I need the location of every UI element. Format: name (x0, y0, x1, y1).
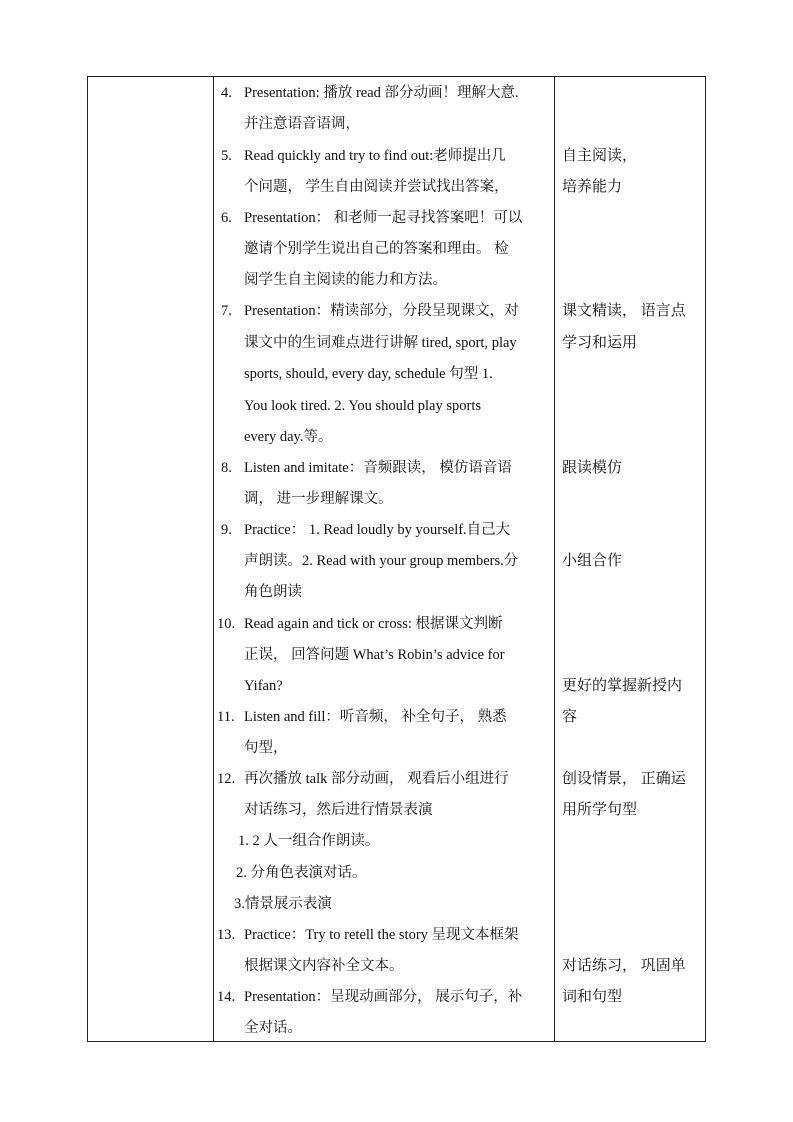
note-line: 自主阅读， (562, 148, 638, 164)
step-line: 邀请个别学生说出自己的答案和理由。 检 (244, 241, 509, 257)
step-line: Yifan? (244, 678, 283, 694)
step-number: 11. (217, 709, 235, 725)
step-line: Practice：Try to retell the story 呈现文本框架 (244, 927, 519, 943)
substep-line: 2. 分角色表演对话。 (236, 865, 367, 881)
note-line: 用所学句型 (562, 802, 638, 818)
step-line: 课文中的生词难点进行讲解 tired, sport, play (244, 335, 517, 351)
step-line: Presentation: 播放 read 部分动画！理解大意. (244, 85, 519, 101)
note-line: 容 (562, 709, 578, 725)
note-line: 创设情景， 正确运 (562, 771, 686, 787)
step-number: 5. (221, 148, 232, 164)
step-line: Practice： 1. Read loudly by yourself.自己大 (244, 522, 511, 538)
step-number: 14. (217, 989, 236, 1005)
step-number: 6. (221, 210, 232, 226)
step-line: 声朗读。2. Read with your group members.分 (244, 553, 519, 569)
step-number: 12. (217, 771, 236, 787)
step-number: 4. (221, 85, 232, 101)
step-line: You look tired. 2. You should play sports (244, 398, 482, 414)
substep-line: 3.情景展示表演 (234, 896, 332, 912)
step-number: 13. (217, 927, 236, 943)
note-line: 小组合作 (562, 553, 623, 569)
note-line: 培养能力 (562, 179, 623, 195)
step-line: 个问题， 学生自由阅读并尝试找出答案， (244, 179, 509, 195)
note-line: 更好的掌握新授内 (562, 678, 683, 694)
step-line: 全对话。 (244, 1020, 302, 1036)
note-line: 词和句型 (562, 989, 623, 1005)
step-line: 句型， (244, 740, 288, 756)
lesson-plan-table (87, 76, 706, 1042)
step-line: 再次播放 talk 部分动画， 观看后小组进行 (244, 771, 509, 787)
step-line: 阅学生自主阅读的能力和方法。 (244, 272, 447, 288)
step-number: 8. (221, 460, 232, 476)
step-line: 根据课文内容补全文本。 (244, 958, 404, 974)
step-number: 7. (221, 303, 232, 319)
substep-line: 1. 2 人一组合作朗读。 (238, 833, 380, 849)
step-line: 角色朗读 (244, 584, 302, 600)
step-line: Read again and tick or cross: 根据课文判断 (244, 616, 503, 632)
step-number: 9. (221, 522, 232, 538)
note-line: 跟读模仿 (562, 460, 623, 476)
step-line: 正误， 回答问题 What’s Robin’s advice for (244, 647, 505, 663)
step-line: Listen and fill：听音频， 补全句子， 熟悉 (244, 709, 507, 725)
step-line: Listen and imitate：音频跟读， 模仿语音语 (244, 460, 512, 476)
column-divider (213, 77, 214, 1041)
step-line: 调， 进一步理解课文。 (244, 491, 393, 507)
step-line: Presentation：精读部分，分段呈现课文，对 (244, 303, 519, 319)
note-line: 学习和运用 (562, 335, 638, 351)
step-line: sports, should, every day, schedule 句型 1. (244, 366, 493, 382)
step-line: Presentation：呈现动画部分， 展示句子，补 (244, 989, 523, 1005)
step-line: 并注意语音语调， (244, 116, 360, 132)
note-line: 对话练习， 巩固单 (562, 958, 686, 974)
column-divider (554, 77, 555, 1041)
step-line: Read quickly and try to find out:老师提出几 (244, 148, 506, 164)
step-line: every day.等。 (244, 429, 333, 445)
note-line: 课文精读， 语言点 (562, 303, 686, 319)
step-number: 10. (217, 616, 236, 632)
step-line: 对话练习，然后进行情景表演 (244, 802, 433, 818)
step-line: Presentation： 和老师一起寻找答案吧！可以 (244, 210, 523, 226)
